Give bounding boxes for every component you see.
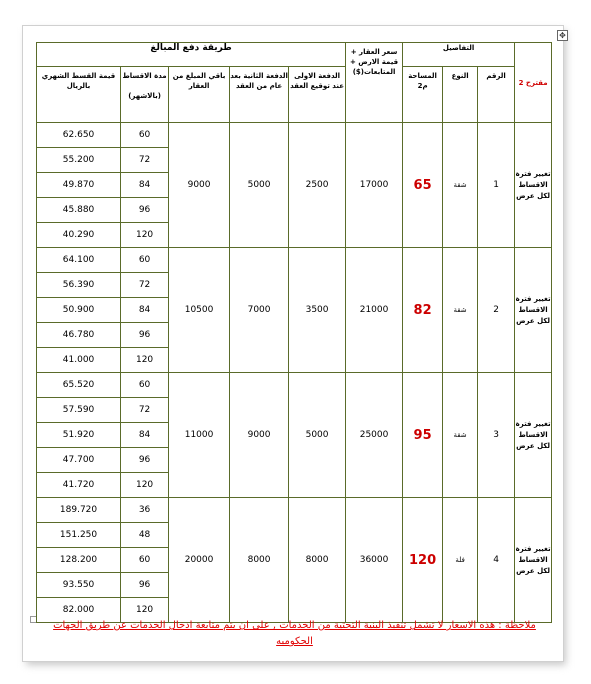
- installment-cell: 50.900: [37, 298, 121, 323]
- installment-cell: 40.290: [37, 223, 121, 248]
- installment-cell: 93.550: [37, 573, 121, 598]
- installment-period-header: [121, 67, 169, 123]
- first-payment-cell: 2500: [289, 123, 346, 248]
- period-cell: 72: [121, 273, 169, 298]
- proposal-cell: تغيير فترة الاقساط لكل عرض: [515, 373, 552, 498]
- remaining-cell: 9000: [169, 123, 230, 248]
- table-row: [37, 123, 552, 148]
- installment-cell: 46.780: [37, 323, 121, 348]
- installment-cell: 41.000: [37, 348, 121, 373]
- type-header: النوع: [443, 67, 478, 123]
- second-payment-cell: 5000: [230, 123, 289, 248]
- installment-cell: 47.700: [37, 448, 121, 473]
- price-header: سعر العقار + قيمة الارض + المتابعات($): [346, 43, 403, 123]
- period-cell: 96: [121, 198, 169, 223]
- installment-cell: 65.520: [37, 373, 121, 398]
- installment-cell: 56.390: [37, 273, 121, 298]
- type-cell: شقة: [443, 373, 478, 498]
- area-cell: 95: [403, 373, 443, 498]
- period-cell: 120: [121, 223, 169, 248]
- table-row: [37, 373, 552, 398]
- type-cell: شقة: [443, 123, 478, 248]
- period-cell: 72: [121, 148, 169, 173]
- installment-cell: 64.100: [37, 248, 121, 273]
- proposal-cell: تغيير فترة الاقساط لكل عرض: [515, 498, 552, 623]
- no-header: الرقم: [478, 67, 515, 123]
- details-header: التفاصيل: [403, 43, 515, 67]
- monthly-installment-header: قيمة القسط الشهري بالريال: [37, 67, 121, 123]
- area-header: المساحة م2: [403, 67, 443, 123]
- proposal-cell: تغيير فترة الاقساط لكل عرض: [515, 248, 552, 373]
- proposal-cell: تغيير فترة الاقساط لكل عرض: [515, 123, 552, 248]
- installment-cell: 62.650: [37, 123, 121, 148]
- first-payment-cell: 5000: [289, 373, 346, 498]
- installment-cell: 128.200: [37, 548, 121, 573]
- second-payment-cell: 9000: [230, 373, 289, 498]
- installment-cell: 55.200: [37, 148, 121, 173]
- first-payment-cell: 3500: [289, 248, 346, 373]
- period-cell: 96: [121, 448, 169, 473]
- second-payment-cell: 8000: [230, 498, 289, 623]
- period-cell: 84: [121, 298, 169, 323]
- first-payment-cell: 8000: [289, 498, 346, 623]
- area-cell: 82: [403, 248, 443, 373]
- period-cell: 96: [121, 323, 169, 348]
- period-cell: 60: [121, 548, 169, 573]
- installment-cell: 151.250: [37, 523, 121, 548]
- period-cell: 72: [121, 398, 169, 423]
- period-cell: 84: [121, 173, 169, 198]
- no-cell: 1: [478, 123, 515, 248]
- installment-cell: 57.590: [37, 398, 121, 423]
- no-cell: 2: [478, 248, 515, 373]
- period-cell: 120: [121, 598, 169, 623]
- installment-cell: 82.000: [37, 598, 121, 623]
- footnote: ملاحظة : هذه الاسعار لا تشمل تنفيذ البنية التحتية من الخدمات , على ان يتم متابعة ادخال الخدمات عن طريق الجهات الحكوميه: [53, 620, 536, 647]
- price-cell: 21000: [346, 248, 403, 373]
- installment-period-unit: (بالاشهر): [128, 92, 161, 100]
- pricing-table: [36, 42, 552, 623]
- remaining-header: باقي المبلغ من العقار: [169, 67, 230, 123]
- period-cell: 120: [121, 473, 169, 498]
- type-cell: فلة: [443, 498, 478, 623]
- installment-cell: 41.720: [37, 473, 121, 498]
- installment-period-label: مدة الاقساط: [122, 72, 167, 80]
- second-payment-cell: 7000: [230, 248, 289, 373]
- period-cell: 36: [121, 498, 169, 523]
- installment-cell: 51.920: [37, 423, 121, 448]
- table-row: [37, 248, 552, 273]
- table-row: [37, 498, 552, 523]
- area-cell: 120: [403, 498, 443, 623]
- no-cell: 4: [478, 498, 515, 623]
- period-cell: 120: [121, 348, 169, 373]
- area-cell: 65: [403, 123, 443, 248]
- no-cell: 3: [478, 373, 515, 498]
- period-cell: 48: [121, 523, 169, 548]
- remaining-cell: 20000: [169, 498, 230, 623]
- price-cell: 36000: [346, 498, 403, 623]
- installment-cell: 189.720: [37, 498, 121, 523]
- period-cell: 60: [121, 123, 169, 148]
- price-cell: 17000: [346, 123, 403, 248]
- payment-method-header: طريقة دفع المبالغ: [37, 43, 346, 67]
- table-move-handle-icon[interactable]: ✥: [557, 30, 568, 41]
- period-cell: 60: [121, 248, 169, 273]
- second-payment-header: الدفعة الثانية بعد عام من العقد: [230, 67, 289, 123]
- remaining-cell: 11000: [169, 373, 230, 498]
- remaining-cell: 10500: [169, 248, 230, 373]
- first-payment-header: الدفعة الاولى عند توقيع العقد: [289, 67, 346, 123]
- period-cell: 60: [121, 373, 169, 398]
- period-cell: 96: [121, 573, 169, 598]
- installment-cell: 49.870: [37, 173, 121, 198]
- type-cell: شقة: [443, 248, 478, 373]
- installment-cell: 45.880: [37, 198, 121, 223]
- period-cell: 84: [121, 423, 169, 448]
- proposal-header: مقترح 2: [515, 43, 552, 123]
- price-cell: 25000: [346, 373, 403, 498]
